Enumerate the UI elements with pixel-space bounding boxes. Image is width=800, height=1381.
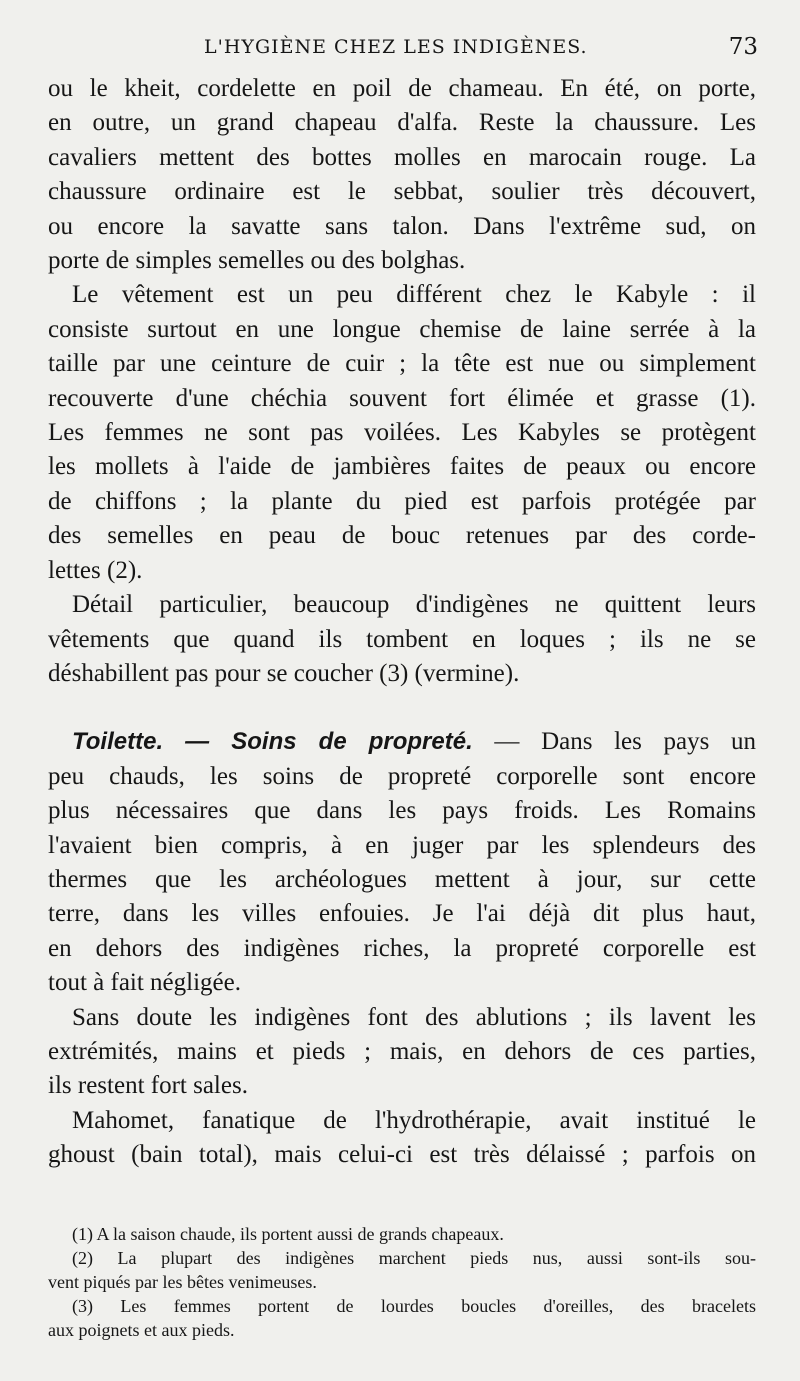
footnote-3-line-1: (3) Les femmes portent de lourdes boucles d'oreilles, des bracelets xyxy=(72,1296,756,1316)
text-line: en dehors des indigènes riches, la propreté corporelle est xyxy=(48,934,756,962)
text-line: recouverte d'une chéchia souvent fort élimée et grasse (1). xyxy=(48,384,756,412)
text-line: Les femmes ne sont pas voilées. Les Kabyles se protègent xyxy=(48,419,756,447)
text-line: chaussure ordinaire est le sebbat, soulier très découvert, xyxy=(48,178,756,206)
section-first-line xyxy=(48,725,756,759)
running-header xyxy=(44,30,758,64)
footnotes xyxy=(48,1222,756,1342)
section-heading: Toilette. — Soins de propreté. xyxy=(72,728,473,756)
text-line: terre, dans les villes enfouies. Je l'ai déjà dit plus haut, xyxy=(48,900,756,928)
text-line: thermes que les archéologues mettent à jour, sur cette xyxy=(48,865,756,893)
text-line: Sans doute les indigènes font des ablutions ; ils lavent les xyxy=(72,1003,756,1031)
text-line: en outre, un grand chapeau d'alfa. Reste la chaussure. Les xyxy=(48,109,756,137)
text-line: Le vêtement est un peu différent chez le Kabyle : il xyxy=(72,281,756,309)
main-text xyxy=(48,72,756,1173)
text-line: lettes (2). xyxy=(48,556,143,584)
footnote-3-line-2: aux poignets et aux pieds. xyxy=(48,1320,235,1340)
section-line-tail: — Dans les pays un xyxy=(472,728,756,756)
text-line: Détail particulier, beaucoup d'indigènes ne quittent leurs xyxy=(72,591,756,619)
text-line: les mollets à l'aide de jambières faites de peaux ou encore xyxy=(48,453,756,481)
footnote-1: (1) A la saison chaude, ils portent aussi de grands chapeaux. xyxy=(72,1224,504,1244)
footnote-2-line-2: vent piqués par les bêtes venimeuses. xyxy=(48,1272,317,1292)
text-line: déshabillent pas pour se coucher (3) (vermine). xyxy=(48,659,520,687)
text-line: consiste surtout en une longue chemise de laine serrée à la xyxy=(48,315,756,343)
text-line: Mahomet, fanatique de l'hydrothérapie, avait institué le xyxy=(72,1106,756,1134)
footnote-2-line-1: (2) La plupart des indigènes marchent pieds nus, aussi sont-ils sou- xyxy=(72,1248,756,1268)
text-line: tout à fait négligée. xyxy=(48,969,241,997)
text-line: des semelles en peau de bouc retenues par des corde- xyxy=(48,522,756,550)
text-line: ou encore la savatte sans talon. Dans l'extrême sud, on xyxy=(48,212,756,240)
text-line: de chiffons ; la plante du pied est parfois protégée par xyxy=(48,487,756,515)
page-number: 73 xyxy=(728,34,758,60)
paragraph-spacer xyxy=(48,691,756,725)
text-line: ghoust (bain total), mais celui-ci est très délaissé ; parfois on xyxy=(48,1141,756,1169)
text-line: cavaliers mettent des bottes molles en marocain rouge. La xyxy=(48,143,756,171)
text-line: ils restent fort sales. xyxy=(48,1072,248,1100)
text-line: extrémités, mains et pieds ; mais, en dehors de ces parties, xyxy=(48,1037,756,1065)
text-line: ou le kheit, cordelette en poil de chameau. En été, on porte, xyxy=(48,75,756,102)
running-title: L'HYGIÈNE CHEZ LES INDIGÈNES. xyxy=(204,36,588,58)
text-line: vêtements que quand ils tombent en loques ; ils ne se xyxy=(48,625,756,653)
text-line: plus nécessaires que dans les pays froids. Les Romains xyxy=(48,797,756,825)
text-line: peu chauds, les soins de propreté corporelle sont encore xyxy=(48,762,756,790)
text-line: porte de simples semelles ou des bolghas. xyxy=(48,247,466,275)
text-line: taille par une ceinture de cuir ; la tête est nue ou simplement xyxy=(48,350,756,378)
text-line: l'avaient bien compris, à en juger par les splendeurs des xyxy=(48,831,756,859)
